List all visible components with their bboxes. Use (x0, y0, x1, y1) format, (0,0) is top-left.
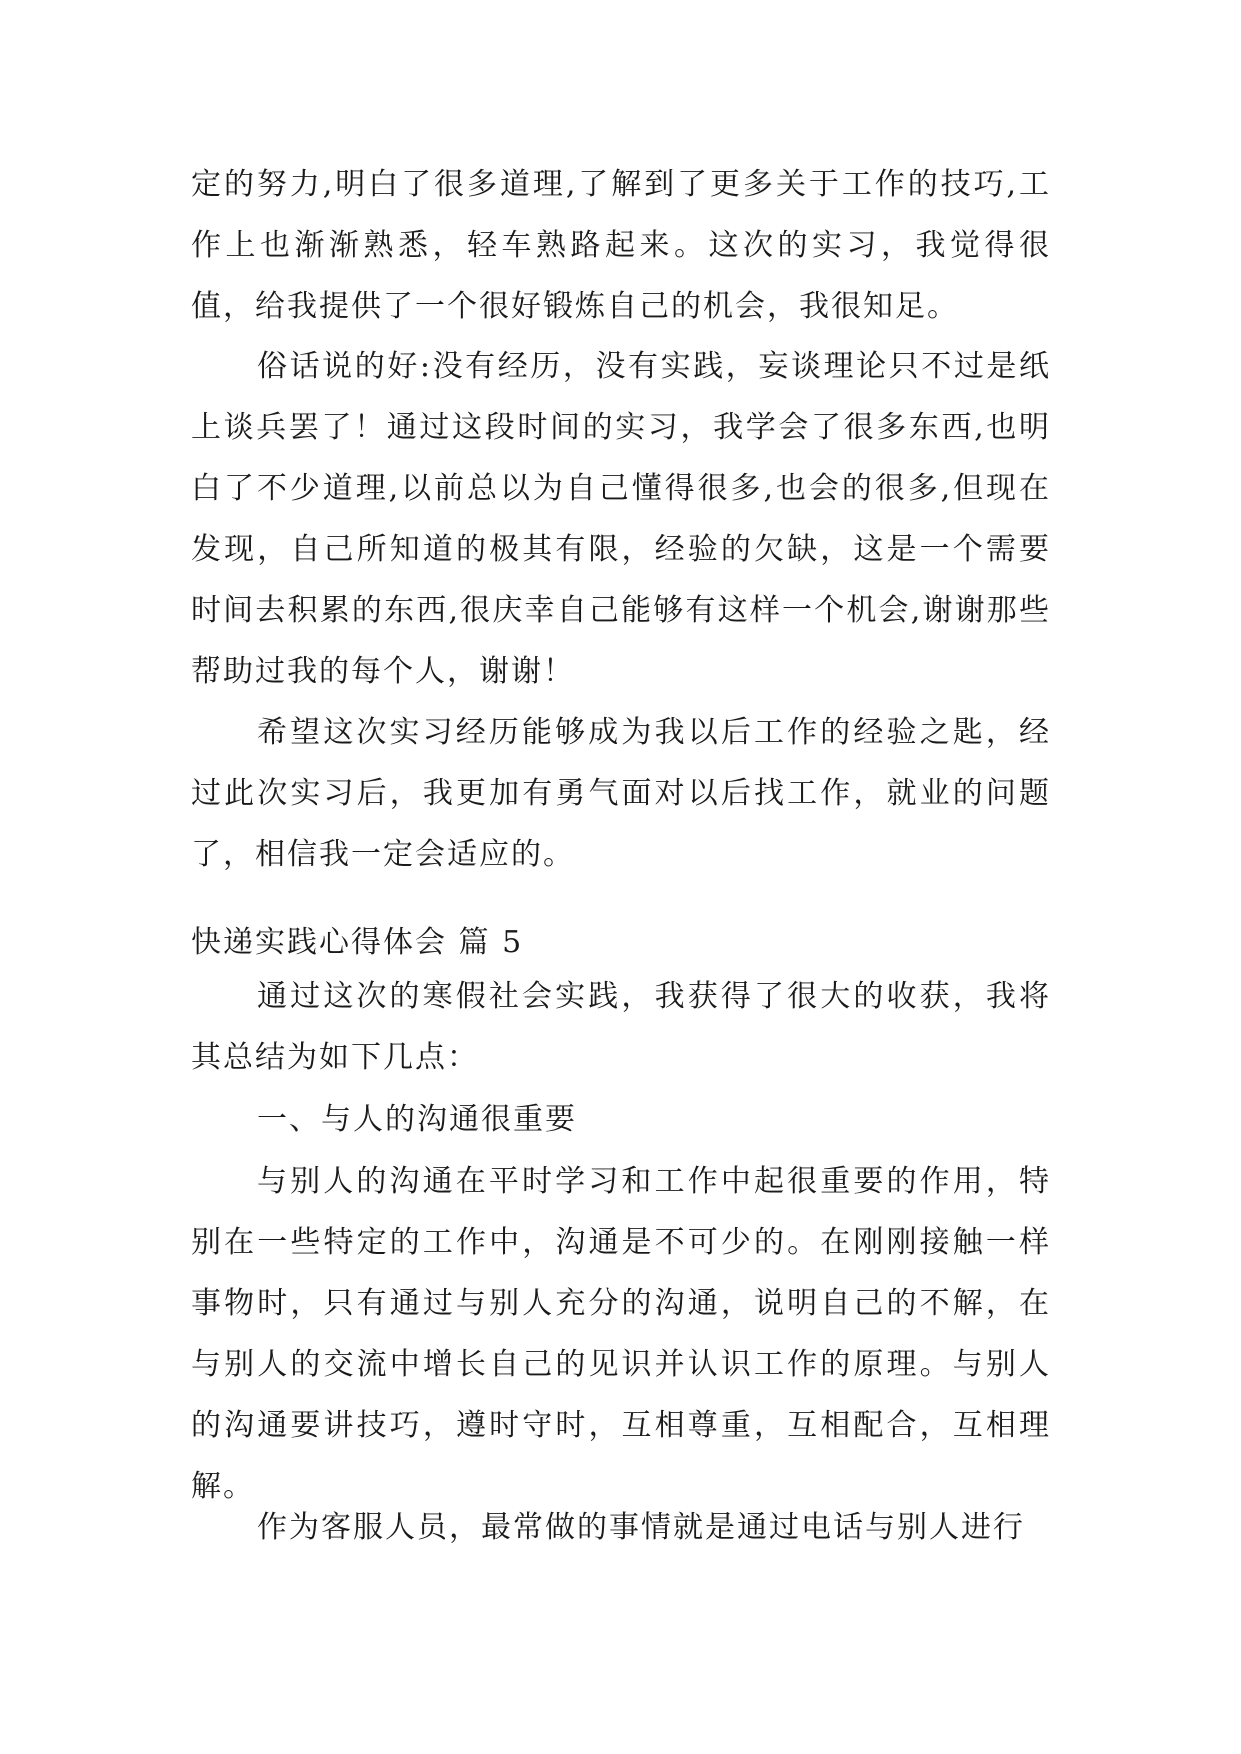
paragraph-saying: 俗话说的好:没有经历，没有实践，妄谈理论只不过是纸上谈兵罢了！通过这段时间的实习，我学会了很多东西,也明白了不少道理,以前总以为自己懂得很多,也会的很多,但现在发现，自己所知道的极其有限，经验的欠缺，这是一个需要时间去积累的东西,很庆幸自己能够有这样一个机会,谢谢那些帮助过我的每个人，谢谢！ (191, 349, 1051, 689)
paragraph-intro: 通过这次的寒假社会实践，我获得了很大的收获，我将其总结为如下几点： (191, 979, 1051, 1075)
point-one-heading: 一、与人的沟通很重要 (257, 1102, 577, 1137)
section-title: 快递实践心得体会 篇 5 (191, 925, 524, 960)
paragraph-customer-service: 作为客服人员，最常做的事情就是通过电话与别人进行 (257, 1510, 1025, 1545)
paragraph-hope: 希望这次实习经历能够成为我以后工作的经验之匙，经过此次实习后，我更加有勇气面对以后找工作，就业的问题了，相信我一定会适应的。 (191, 715, 1051, 872)
paragraph-continuation: 定的努力,明白了很多道理,了解到了更多关于工作的技巧,工作上也渐渐熟悉，轻车熟路起来。这次的实习，我觉得很值，给我提供了一个很好锻炼自己的机会，我很知足。 (191, 167, 1051, 324)
paragraph-communication: 与别人的沟通在平时学习和工作中起很重要的作用，特别在一些特定的工作中，沟通是不可少的。在刚刚接触一样事物时，只有通过与别人充分的沟通，说明自己的不解，在与别人的交流中增长自己的见识并认识工作的原理。与别人的沟通要讲技巧，遵时守时，互相尊重，互相配合，互相理解。 (191, 1164, 1051, 1504)
